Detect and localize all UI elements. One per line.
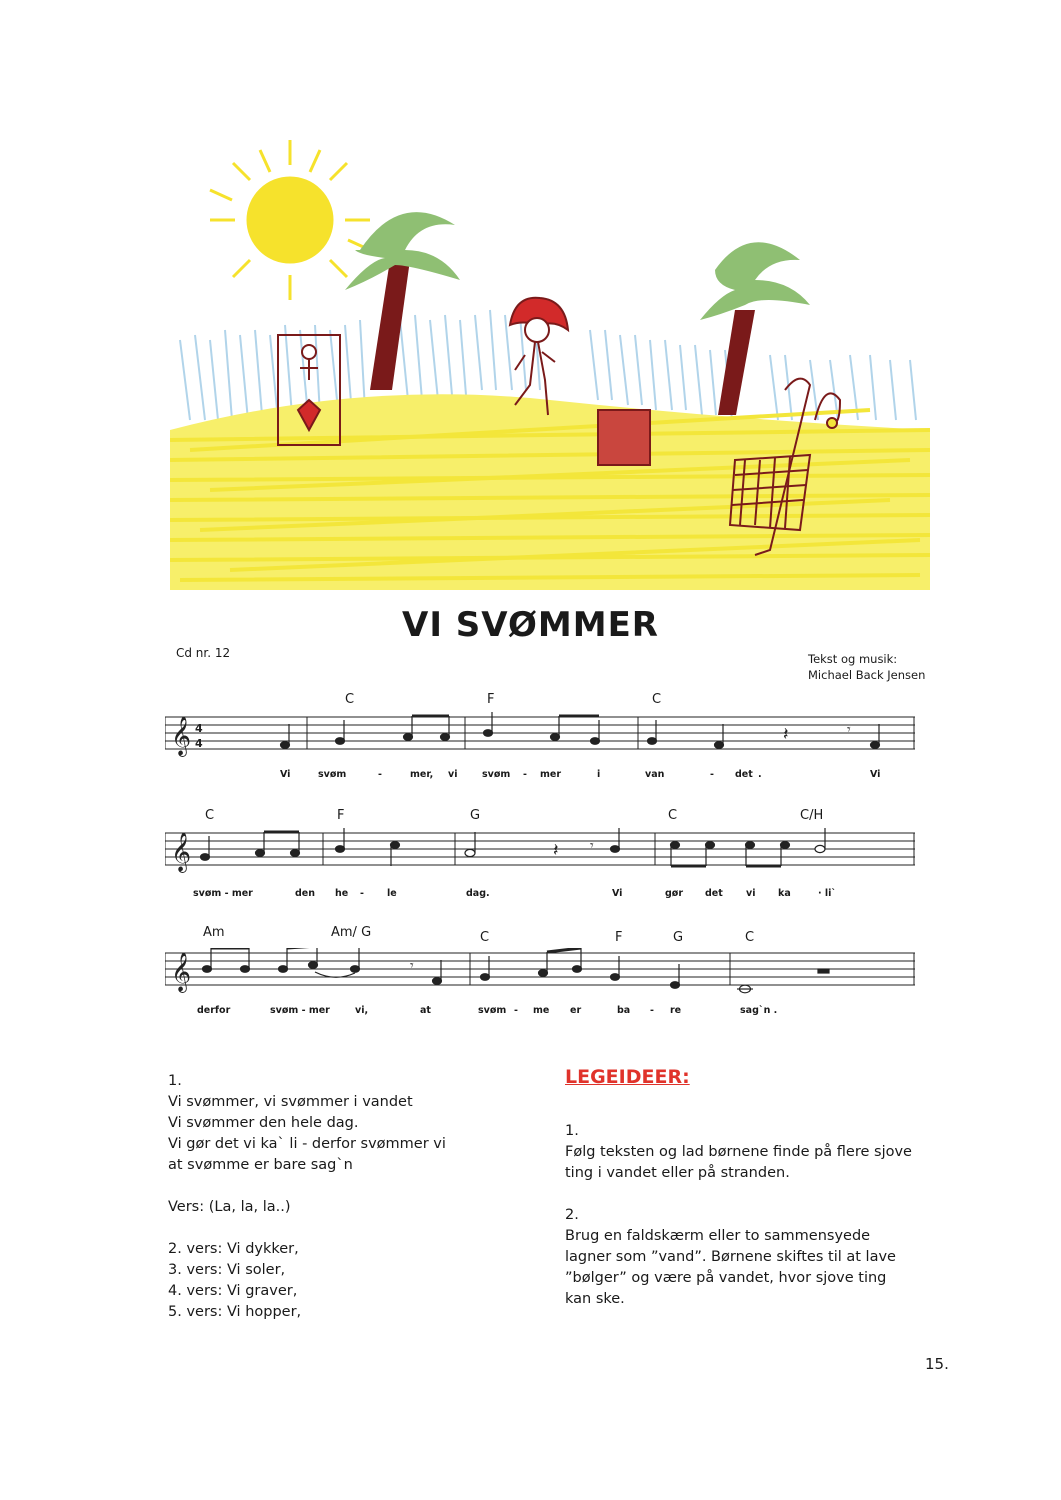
lyric-syllable: det [705, 888, 723, 899]
lyric-syllable: svøm [482, 769, 511, 780]
lyric-syllable: svøm [478, 1005, 507, 1016]
chord: F [337, 808, 345, 823]
chord: C [345, 692, 355, 707]
verse-line: Vi svømmer den hele dag. [168, 1115, 359, 1131]
lyric-syllable: me [533, 1005, 550, 1016]
lyric-syllable: ka [778, 888, 791, 899]
legeideer-text [565, 1121, 915, 1310]
svg-text:𝄽: 𝄽 [553, 840, 559, 861]
lyric-syllable: vi, [355, 1005, 369, 1016]
svg-text:𝄞: 𝄞 [171, 952, 192, 992]
lyric-syllable: Vi [870, 769, 881, 780]
lyric-syllable: ba [617, 1005, 631, 1016]
music-staff-3 [165, 948, 915, 1008]
svg-text:𝄾: 𝄾 [410, 958, 414, 974]
svg-text:𝄞: 𝄞 [171, 832, 192, 872]
lyric-syllable: vi [746, 888, 756, 899]
chord: G [470, 808, 481, 823]
lyric-syllable: den [295, 888, 316, 899]
chord: C [745, 930, 755, 945]
verse-line [168, 1176, 446, 1197]
lyric-syllable: vi [448, 769, 458, 780]
idea-line: Brug en faldskærm eller to sammensyede lagner som ”vand”. Børnene skiftes til at lave ”bølger” og være på vandet, hvor sjove ting kan ske. [565, 1228, 896, 1307]
music-staff-1 [165, 712, 915, 772]
sun [210, 140, 370, 300]
svg-text:𝄾: 𝄾 [847, 722, 851, 738]
lyric-syllable: - [710, 769, 714, 780]
idea-line: 1. [565, 1123, 579, 1139]
lyric-syllable: Vi [612, 888, 623, 899]
chord: C [205, 808, 215, 823]
red-square-towel [598, 410, 650, 465]
lyric-syllable: van [645, 769, 665, 780]
svg-text:4: 4 [195, 737, 203, 750]
music-staff-2 [165, 828, 915, 888]
lyric-syllable: gør [665, 888, 684, 899]
credit-block [808, 651, 925, 683]
verse-line: 3. vers: Vi soler, [168, 1262, 286, 1278]
lyric-syllable: Vi [280, 769, 291, 780]
chord: F [487, 692, 495, 707]
palm-tree-right [700, 242, 810, 415]
lyric-syllable: mer [540, 769, 562, 780]
legeideer-heading: LEGEIDEER: [565, 1066, 690, 1088]
verse-text [168, 1071, 446, 1323]
svg-text:𝄾: 𝄾 [590, 838, 594, 854]
verse-line: Vi gør det vi ka` li - derfor svømmer vi [168, 1136, 446, 1152]
chord: F [615, 930, 623, 945]
lyric-syllable: - [360, 888, 364, 899]
lyric-syllable: derfor [197, 1005, 231, 1016]
lyric-syllable: dag. [466, 888, 490, 899]
lyric-syllable: mer, [410, 769, 434, 780]
lyric-syllable: at [420, 1005, 431, 1016]
lyric-syllable: svøm - mer [270, 1005, 330, 1016]
svg-text:𝄞: 𝄞 [171, 716, 192, 756]
cd-number: Cd nr. 12 [176, 646, 231, 660]
lyric-syllable: i [597, 769, 601, 780]
page-number: 15. [925, 1355, 949, 1373]
lyric-syllable: det [735, 769, 753, 780]
lyric-syllable: - [514, 1005, 518, 1016]
svg-text:4: 4 [195, 722, 203, 735]
credit-author: Michael Back Jensen [808, 668, 926, 682]
verse-line: 1. [168, 1073, 182, 1089]
verse-line: Vi svømmer, vi svømmer i vandet [168, 1094, 413, 1110]
idea-line: Følg teksten og lad børnene finde på flere sjove ting i vandet eller på stranden. [565, 1144, 912, 1181]
verse-line [168, 1218, 446, 1239]
chord: C [480, 930, 490, 945]
verse-line: Vers: (La, la, la..) [168, 1199, 291, 1215]
beach-drawing-illustration [170, 130, 930, 590]
verse-line: 4. vers: Vi graver, [168, 1283, 298, 1299]
lyric-syllable: svøm [318, 769, 347, 780]
lyric-syllable: er [570, 1005, 582, 1016]
page-title: VI SVØMMER [402, 605, 659, 645]
sand-scribbles [170, 394, 930, 590]
lyric-syllable: svøm - mer [193, 888, 253, 899]
lyric-syllable: le [387, 888, 397, 899]
lyric-syllable: he [335, 888, 349, 899]
verse-line: 5. vers: Vi hopper, [168, 1304, 302, 1320]
lyric-syllable: re [670, 1005, 682, 1016]
verse-line: 2. vers: Vi dykker, [168, 1241, 299, 1257]
lyric-syllable: sag`n . [740, 1005, 778, 1016]
lyric-syllable: - [378, 769, 382, 780]
chord: Am [203, 925, 225, 940]
chord: C [652, 692, 662, 707]
lyric-syllable: - [650, 1005, 654, 1016]
credit-label: Tekst og musik: [808, 652, 898, 666]
chord: G [673, 930, 684, 945]
lyric-syllable: - [523, 769, 527, 780]
verse-line: at svømme er bare sag`n [168, 1157, 353, 1173]
chord: C/H [800, 808, 824, 823]
idea-line: 2. [565, 1207, 579, 1223]
chord: Am/ G [331, 925, 372, 940]
lyric-syllable: . [758, 769, 762, 780]
idea-line [565, 1184, 915, 1205]
svg-text:𝄽: 𝄽 [783, 724, 789, 745]
chord: C [668, 808, 678, 823]
lyric-syllable: · li` [818, 888, 837, 899]
